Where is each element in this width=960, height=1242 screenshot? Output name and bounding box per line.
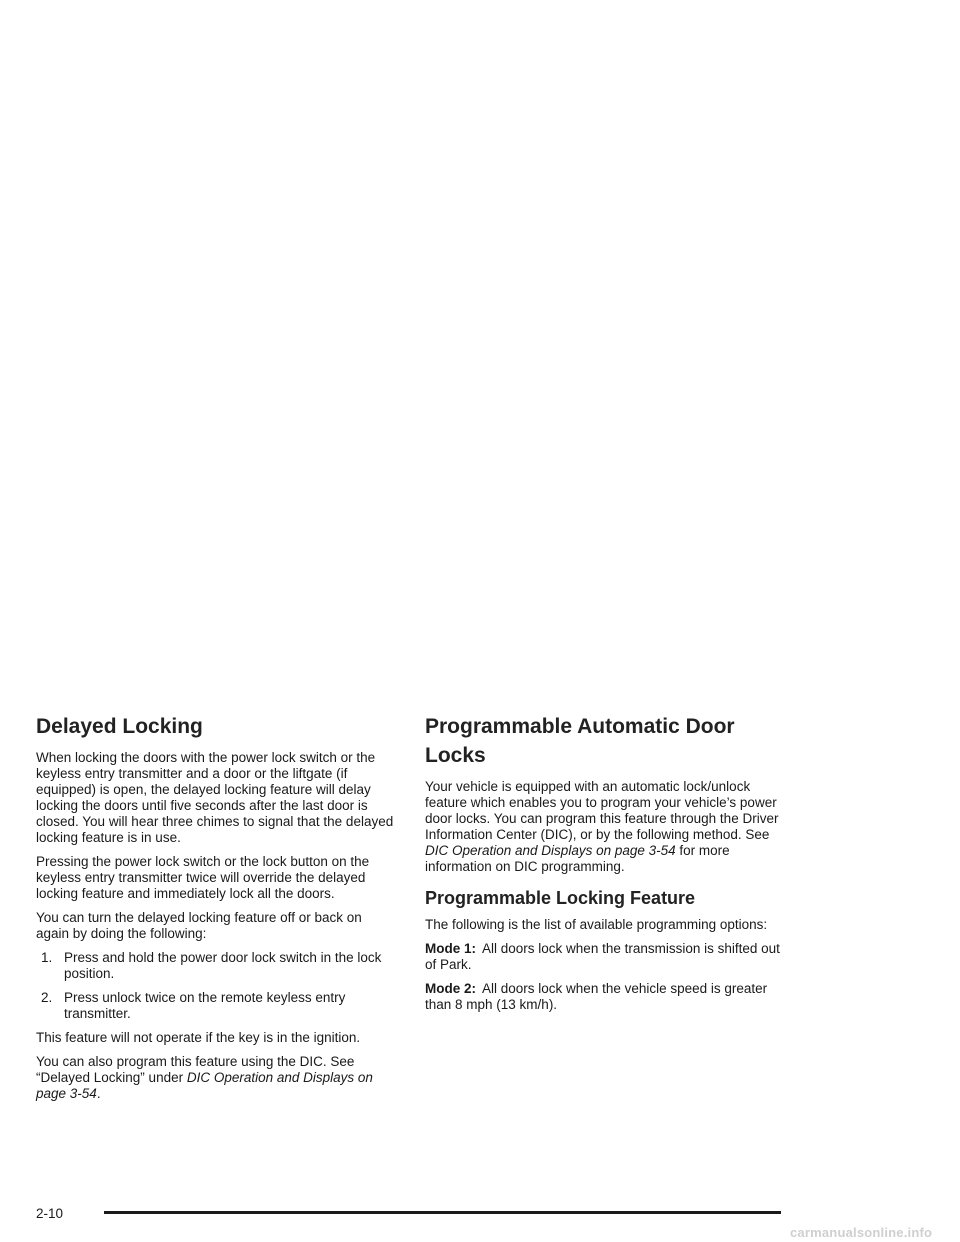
programmable-locks-intro <box>425 779 787 875</box>
intro-end: for more information on DIC programming. <box>425 843 730 874</box>
mode-2-text: All doors lock when the vehicle speed is greater than 8 mph (13 km/h). <box>425 981 768 1012</box>
locking-feature-subheading: Programmable Locking Feature <box>425 888 696 908</box>
dic-reference-link[interactable]: DIC Operation and Displays on page 3-54 <box>425 843 676 858</box>
step-text: Press and hold the power door lock switch in the lock position. <box>64 950 382 981</box>
watermark: carmanualsonline.info <box>790 1225 933 1240</box>
steps-list <box>36 950 398 1022</box>
step-number: 2. <box>41 990 53 1005</box>
left-column <box>36 712 398 1110</box>
step-number: 1. <box>41 950 53 965</box>
dic-reference-link[interactable]: DIC Operation and Displays on page 3-54 <box>36 1070 373 1101</box>
list-item <box>36 950 398 982</box>
mode-2-label: Mode 2: <box>425 981 477 996</box>
mode-1-paragraph <box>425 941 787 973</box>
dic-program-text: You can also program this feature using the DIC. See “Delayed Locking” under <box>36 1054 355 1085</box>
ignition-note: This feature will not operate if the key is in the ignition. <box>36 1030 361 1045</box>
mode-1-label: Mode 1: <box>425 941 477 956</box>
options-intro: The following is the list of available programming options: <box>425 917 768 932</box>
list-item <box>36 990 398 1022</box>
step-text: Press unlock twice on the remote keyless entry transmitter. <box>64 990 346 1021</box>
right-column <box>425 712 787 1021</box>
override-paragraph: Pressing the power lock switch or the lock button on the keyless entry transmitter twice will override the delayed locking feature and immediately lock all the doors. <box>36 854 370 901</box>
footer-divider <box>104 1211 781 1214</box>
delayed-locking-heading: Delayed Locking <box>36 715 203 738</box>
intro-text: Your vehicle is equipped with an automatic lock/unlock feature which enables you to program your vehicle’s power door locks. You can program this feature through the Driver Information Center (DIC), or by the following method. See <box>425 779 779 842</box>
mode-1-text: All doors lock when the transmission is shifted out of Park. <box>425 941 780 972</box>
programmable-locks-heading: Programmable Automatic Door Locks <box>425 715 735 767</box>
delayed-locking-intro: When locking the doors with the power lock switch or the keyless entry transmitter and a door or the liftgate (if equipped) is open, the delayed locking feature will delay locking the doors until five seconds after the last door is closed. You will hear three chimes to signal that the delayed locking feature is in use. <box>36 750 394 845</box>
dic-program-paragraph <box>36 1054 398 1102</box>
toggle-instructions: You can turn the delayed locking feature off or back on again by doing the following: <box>36 910 362 941</box>
page-number: 2-10 <box>36 1206 64 1221</box>
dic-program-end: . <box>96 1086 101 1101</box>
mode-2-paragraph <box>425 981 787 1013</box>
